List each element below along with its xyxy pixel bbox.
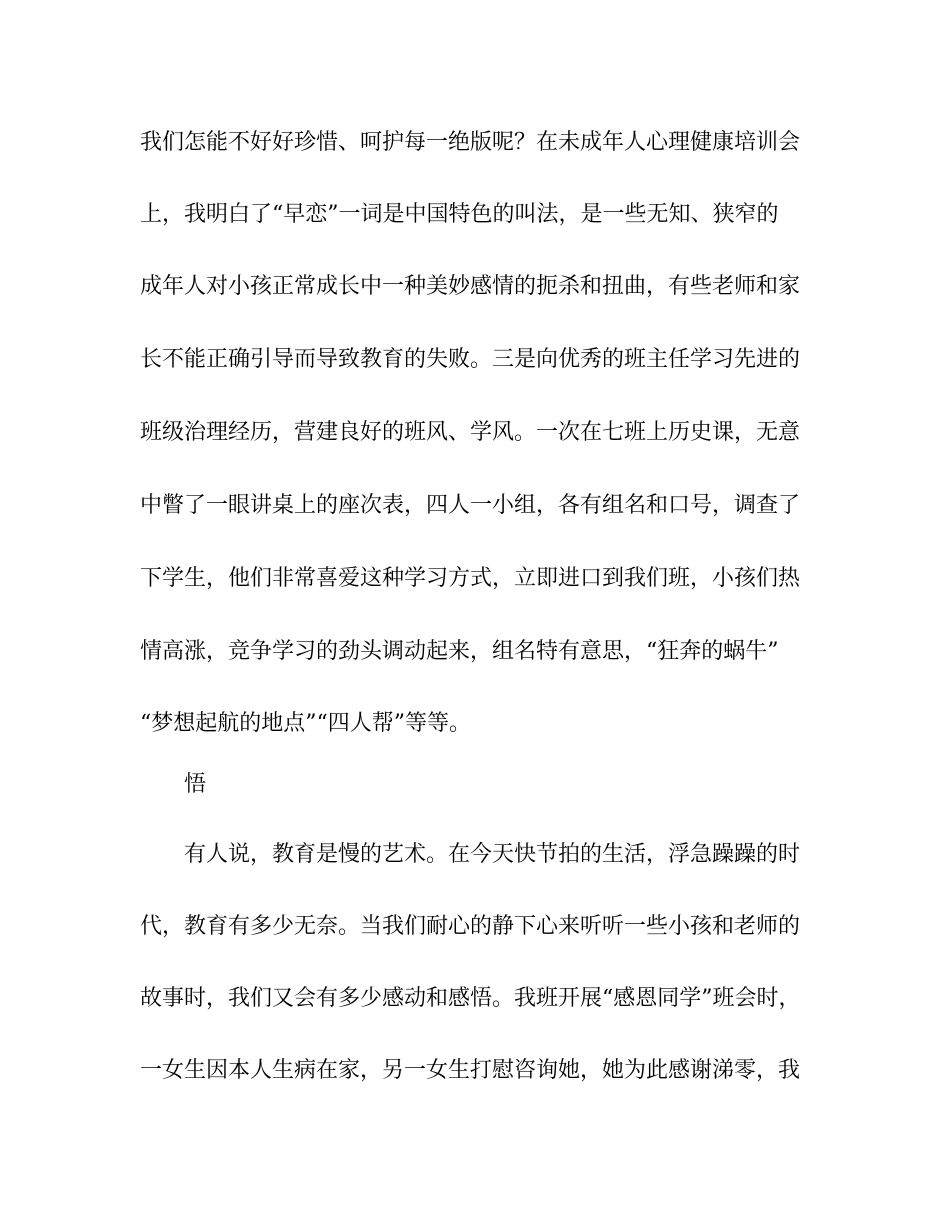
paragraph-line: 代，教育有多少无奈。当我们耐心的静下心来听听一些小孩和老师的 bbox=[140, 914, 801, 939]
paragraph-line: 有人说，教育是慢的艺术。在今天快节拍的生活，浮急躁躁的时 bbox=[184, 842, 801, 867]
paragraph-line: 长不能正确引导而导致教育的失败。三是向优秀的班主任学习先进的 bbox=[140, 347, 801, 372]
paragraph-line: 情高涨，竞争学习的劲头调动起来，组名特有意思，“狂奔的蜗牛” bbox=[140, 639, 779, 664]
paragraph-line: 下学生，他们非常喜爱这种学习方式，立即进口到我们班，小孩们热 bbox=[140, 566, 801, 591]
paragraph-line: 上，我明白了“早恋”一词是中国特色的叫法，是一些无知、狭窄的 bbox=[140, 202, 779, 227]
paragraph-line: 成年人对小孩正常成长中一种美妙感情的扼杀和扭曲，有些老师和家 bbox=[140, 274, 801, 299]
paragraph-line: “梦想起航的地点”“四人帮”等等。 bbox=[140, 711, 471, 736]
paragraph-line: 一女生因本人生病在家，另一女生打慰咨询她，她为此感谢涕零，我 bbox=[140, 1058, 801, 1083]
paragraph-line: 我们怎能不好好珍惜、呵护每一绝版呢？在未成年人心理健康培训会 bbox=[140, 130, 801, 155]
paragraph-line: 中瞥了一眼讲桌上的座次表，四人一小组，各有组名和口号，调查了 bbox=[140, 493, 801, 518]
section-heading: 悟 bbox=[184, 772, 207, 797]
paragraph-line: 班级治理经历，营建良好的班风、学风。一次在七班上历史课，无意 bbox=[140, 420, 801, 445]
paragraph-line: 故事时，我们又会有多少感动和感悟。我班开展“感恩同学”班会时， bbox=[140, 986, 801, 1011]
